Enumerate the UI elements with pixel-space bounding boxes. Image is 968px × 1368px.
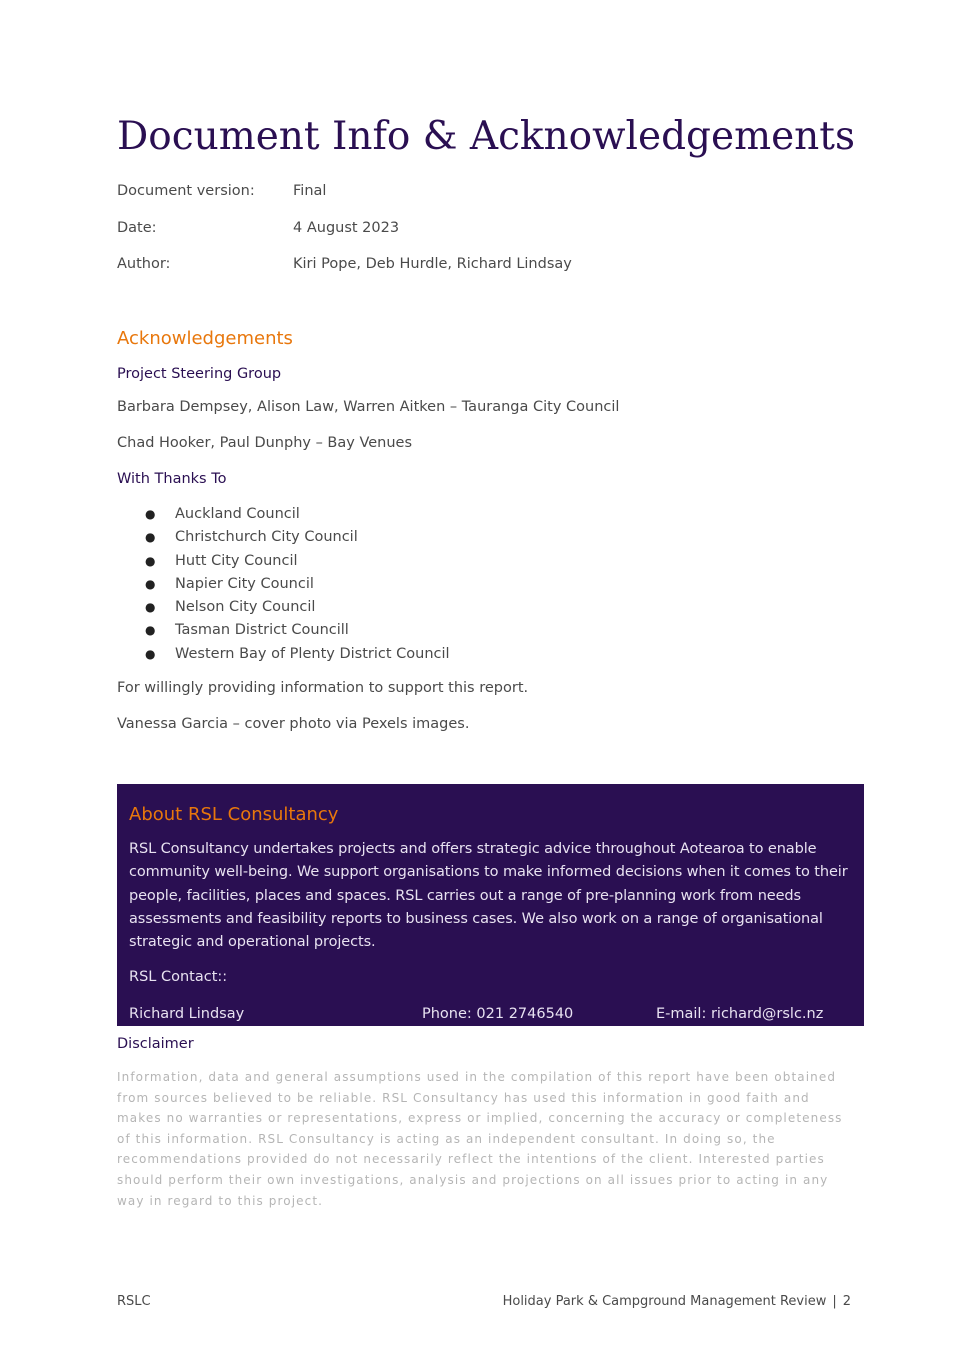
steering-line: Barbara Dempsey, Alison Law, Warren Aitken – Tauranga City Council <box>117 399 620 415</box>
list-item-label: Hutt City Council <box>175 552 298 569</box>
footer-left: RSLC <box>117 1294 151 1309</box>
photo-credit: Vanessa Garcia – cover photo via Pexels images. <box>117 716 470 732</box>
list-item-label: Christchurch City Council <box>175 529 358 546</box>
list-item <box>145 643 450 666</box>
meta-value: Final <box>293 183 327 199</box>
list-item-label: Tasman District Councill <box>175 622 349 639</box>
list-item <box>145 573 450 596</box>
list-item-label: Nelson City Council <box>175 599 316 616</box>
meta-label: Document version: <box>117 183 255 199</box>
footer-title: Holiday Park & Campground Management Review <box>502 1294 827 1309</box>
disclaimer-text: Information, data and general assumptions used in the compilation of this report have been obtained from sources believed to be reliable. RSL Consultancy has used this information in good faith and makes no warranties or representations, express or implied, concerning the accuracy or completeness of this information. RSL Consultancy is acting as an independent consultant. In doing so, the recommendations provided do not necessarily reflect the intentions of the client. Interested parties should perform their own investigations, analysis and projections on all issues prior to acting in any way in regard to this project. <box>117 1070 843 1208</box>
footer-separator: | <box>832 1294 837 1309</box>
bullet-icon: ● <box>145 646 156 661</box>
meta-row-date <box>117 220 399 236</box>
thanks-list <box>145 503 450 666</box>
meta-value: 4 August 2023 <box>293 220 400 236</box>
list-item <box>145 596 450 619</box>
meta-label: Author: <box>117 256 171 272</box>
list-item-label: Napier City Council <box>175 575 314 592</box>
bullet-icon: ● <box>145 600 156 615</box>
bullet-icon: ● <box>145 553 156 568</box>
bullet-icon: ● <box>145 576 156 591</box>
meta-value: Kiri Pope, Deb Hurdle, Richard Lindsay <box>293 256 572 272</box>
list-item <box>145 526 450 549</box>
disclaimer-heading: Disclaimer <box>117 1036 194 1052</box>
meta-row-version <box>117 183 326 199</box>
contact-email: E-mail: richard@rslc.nz <box>656 1006 824 1022</box>
meta-label: Date: <box>117 220 157 236</box>
steering-line: Chad Hooker, Paul Dunphy – Bay Venues <box>117 435 413 451</box>
about-box <box>117 784 864 1026</box>
meta-row-author <box>117 256 572 272</box>
thanks-heading: With Thanks To <box>117 471 227 487</box>
footer-right <box>503 1294 851 1309</box>
bullet-icon: ● <box>145 623 156 638</box>
list-item <box>145 619 450 642</box>
bullet-icon: ● <box>145 507 156 521</box>
page-number: 2 <box>842 1294 851 1309</box>
contact-label: RSL Contact:: <box>129 969 228 985</box>
about-heading: About RSL Consultancy <box>129 804 339 825</box>
about-text: RSL Consultancy undertakes projects and offers strategic advice throughout Aotearoa to enable community well-being. We support organisations to make informed decisions when it comes to their people, facilities, places and spaces. RSL carries out a range of pre-planning work from needs assessments and feasibility reports to business cases. We also work on a range of organisational strategic and operational projects. <box>129 841 848 951</box>
page-title: Document Info & Acknowledgements <box>117 114 855 159</box>
steering-group-heading: Project Steering Group <box>117 366 282 382</box>
contact-name: Richard Lindsay <box>129 1006 245 1022</box>
list-item-label: Western Bay of Plenty District Council <box>175 645 450 662</box>
acknowledgements-heading: Acknowledgements <box>117 328 293 349</box>
list-item <box>145 503 450 526</box>
contact-phone: Phone: 021 2746540 <box>422 1006 574 1022</box>
thanks-note: For willingly providing information to support this report. <box>117 680 529 696</box>
bullet-icon: ● <box>145 530 156 545</box>
list-item-label: Auckland Council <box>175 506 300 522</box>
list-item <box>145 550 450 573</box>
